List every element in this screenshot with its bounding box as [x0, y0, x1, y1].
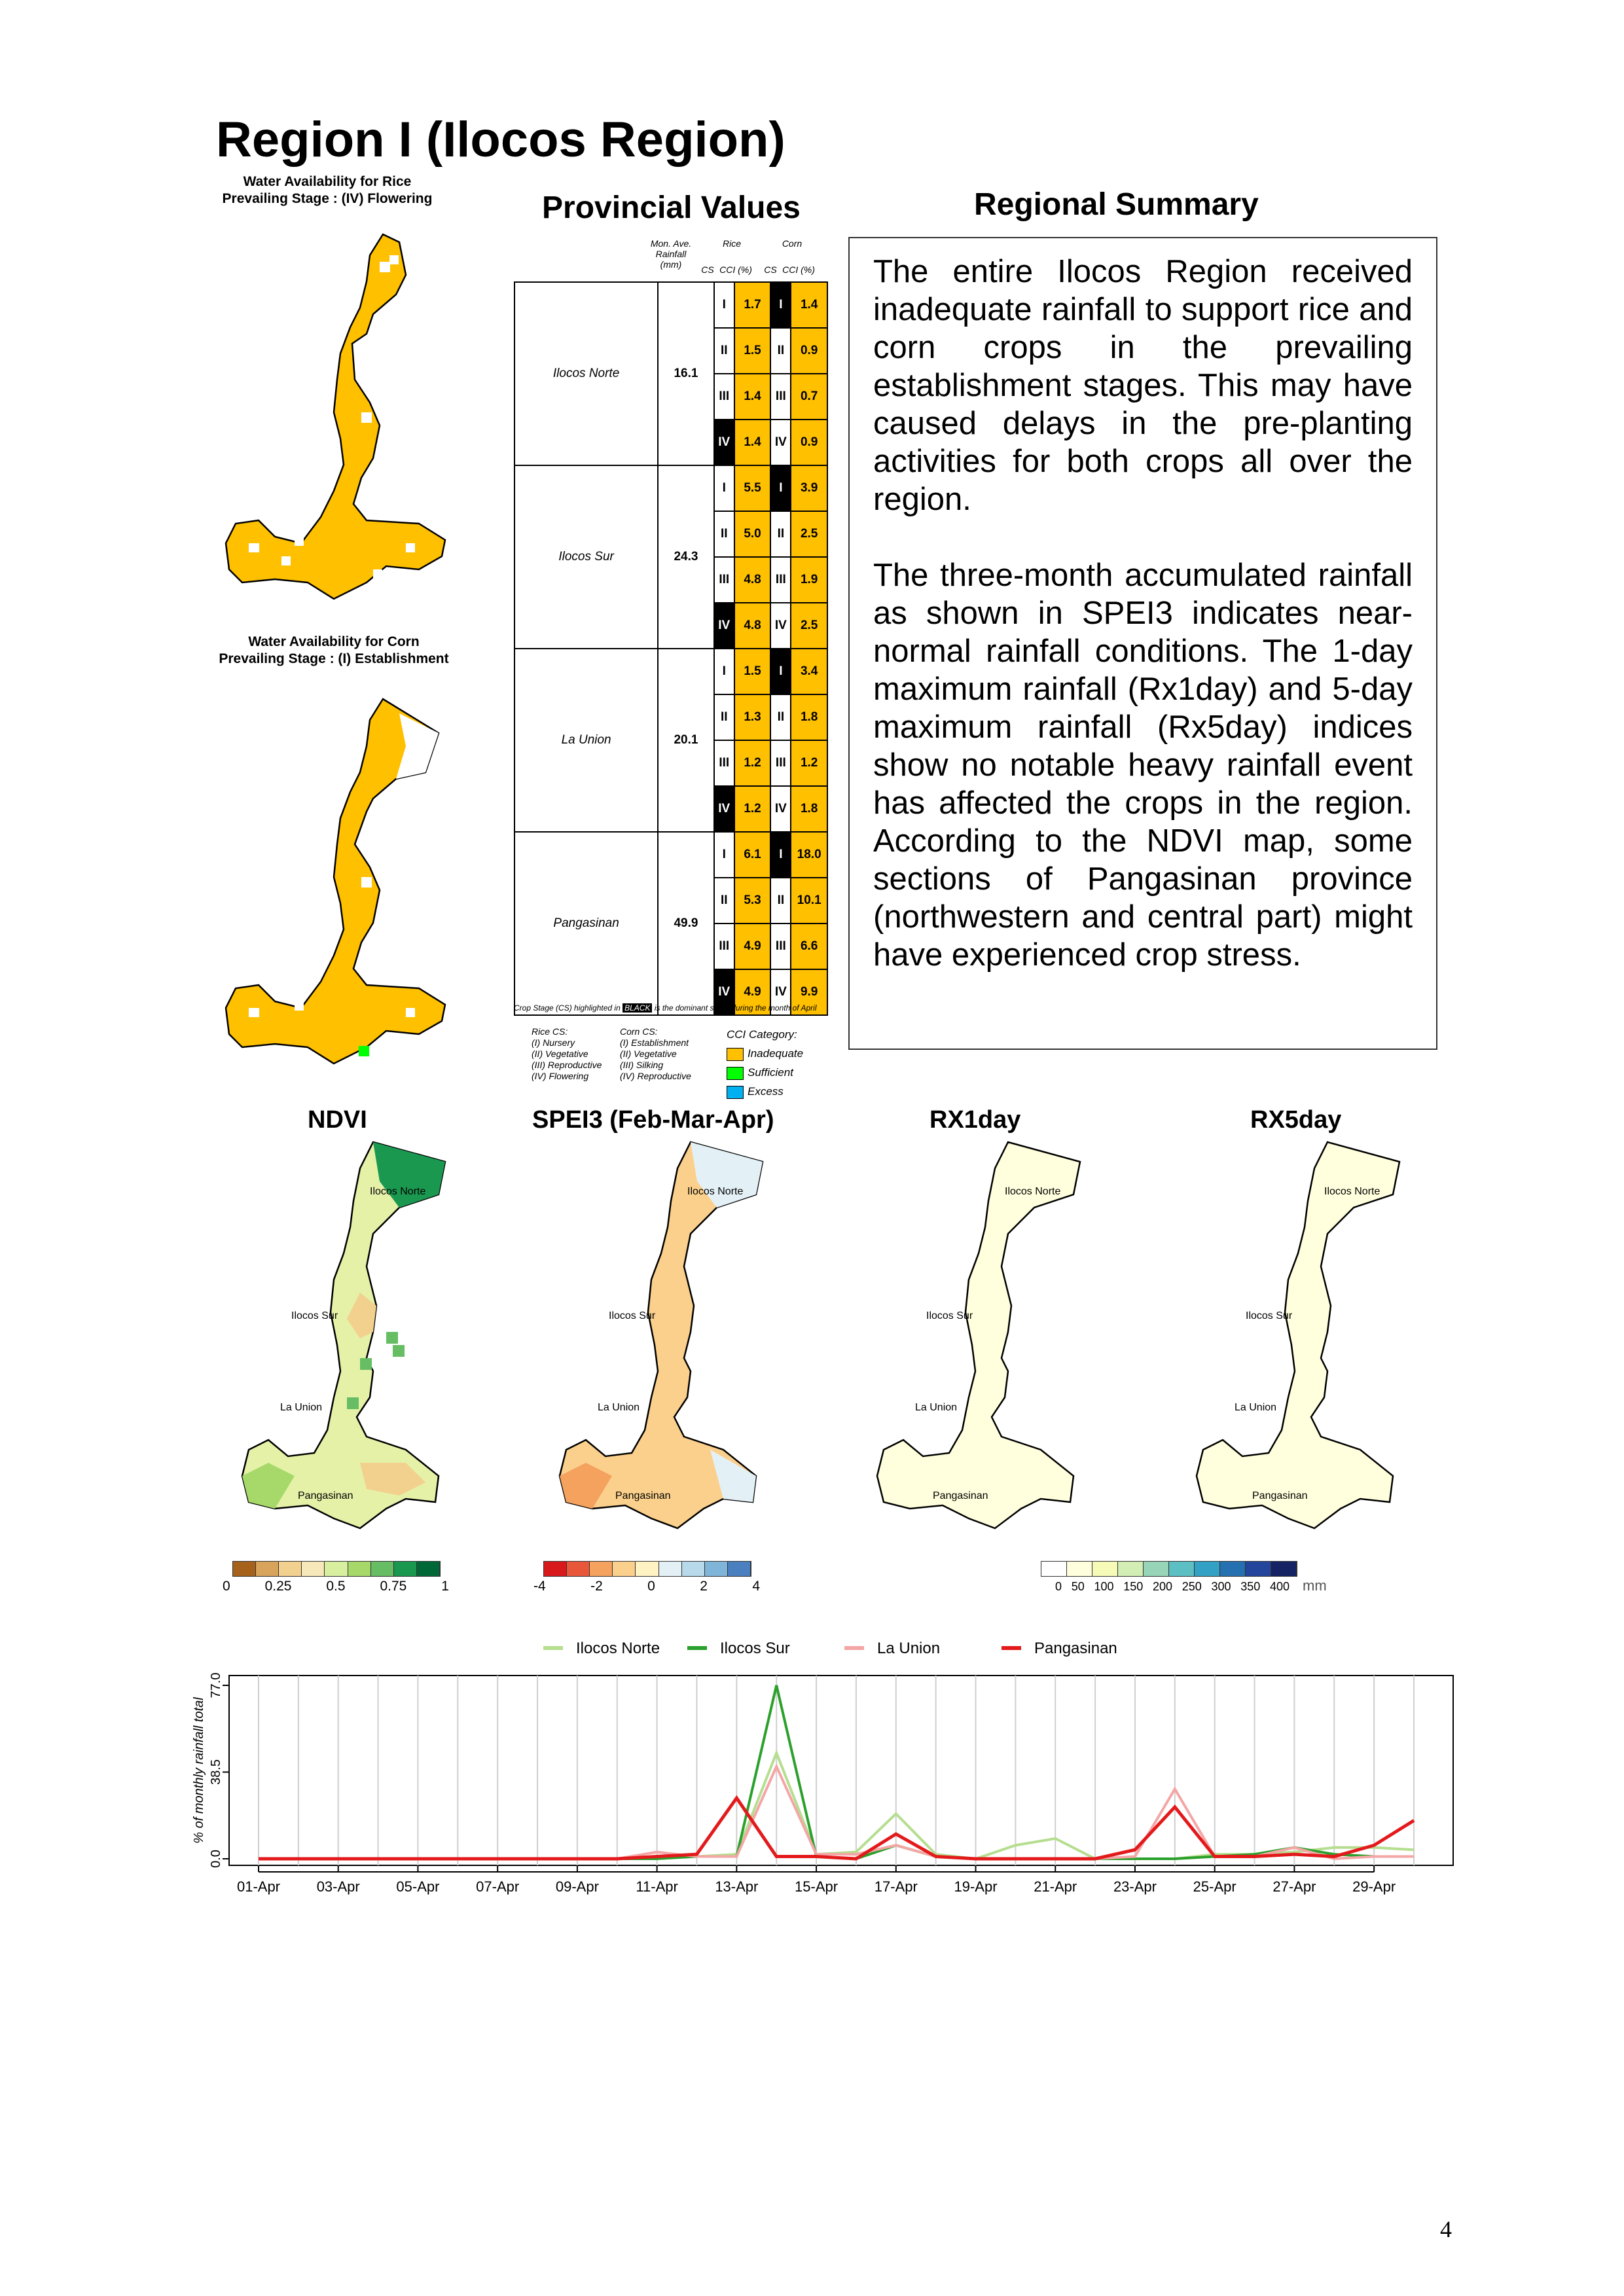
- rx1-label-pangasinan: Pangasinan: [933, 1490, 988, 1501]
- x-tick-label: 15-Apr: [795, 1878, 839, 1895]
- colorbar-step: [1271, 1562, 1297, 1576]
- colorbar-step: [233, 1562, 256, 1576]
- corn-cs-header: CS: [764, 264, 777, 275]
- corn-cci: 18.0: [791, 832, 827, 878]
- spei-label-pangasinan: Pangasinan: [615, 1490, 671, 1501]
- colorbar-step: [659, 1562, 682, 1576]
- corn-crop-stage: III: [770, 374, 791, 420]
- corn-crop-stage: III: [770, 557, 791, 603]
- rx1day-map: [864, 1136, 1087, 1548]
- colorbar-step: [705, 1562, 728, 1576]
- rice-cci: 1.5: [734, 328, 771, 374]
- page-title: Region I (Ilocos Region): [216, 112, 785, 168]
- rice-cs-header: CS: [701, 264, 714, 275]
- rice-cci: 1.2: [734, 740, 771, 786]
- spei-label-ilocos-norte: Ilocos Norte: [687, 1186, 744, 1197]
- rice-water-map: [209, 216, 458, 609]
- colorbar-step: [1118, 1562, 1144, 1576]
- rx1day-title: RX1day: [929, 1106, 1021, 1134]
- rice-crop-stage: I: [714, 465, 734, 511]
- corn-crop-stage: II: [770, 878, 791, 924]
- page-number: 4: [1440, 2216, 1452, 2242]
- x-tick-label: 27-Apr: [1272, 1878, 1316, 1895]
- legend-label: Pangasinan: [1034, 1640, 1117, 1657]
- corn-crop-stage: II: [770, 328, 791, 374]
- rx1-label-la-union: La Union: [915, 1402, 958, 1413]
- rx5-label-ilocos-sur: Ilocos Sur: [1246, 1310, 1293, 1321]
- corn-cci: 2.5: [791, 511, 827, 557]
- corn-cci: 0.7: [791, 374, 827, 420]
- rx1-label-ilocos-norte: Ilocos Norte: [1005, 1186, 1061, 1197]
- ndvi-title: NDVI: [308, 1106, 367, 1134]
- ndvi-label-ilocos-norte: Ilocos Norte: [370, 1186, 426, 1197]
- corn-cci: 1.8: [791, 786, 827, 832]
- sufficient-cell: [359, 1046, 369, 1056]
- x-tick-label: 05-Apr: [396, 1878, 440, 1895]
- rice-crop-stage: IV: [714, 969, 734, 1015]
- chart-frame: [229, 1676, 1453, 1865]
- colorbar-step: [394, 1562, 417, 1576]
- rx5-label-pangasinan: Pangasinan: [1252, 1490, 1308, 1501]
- rx5-label-la-union: La Union: [1235, 1402, 1277, 1413]
- colorbar-step: [256, 1562, 279, 1576]
- corn-crop-stage: IV: [770, 786, 791, 832]
- x-tick-label: 17-Apr: [874, 1878, 918, 1895]
- ndvi-label-la-union: La Union: [280, 1402, 323, 1413]
- legend-label: Ilocos Norte: [576, 1640, 660, 1657]
- corn-crop-stage: III: [770, 924, 791, 969]
- ndvi-colorbar: [232, 1561, 441, 1577]
- cci-category-legend: CCI Category: Inadequate Sufficient Excess: [727, 1025, 803, 1101]
- rice-crop-stage: III: [714, 924, 734, 969]
- table-row: [514, 649, 827, 694]
- colorbar-step: [279, 1562, 302, 1576]
- rice-cci: 1.4: [734, 374, 771, 420]
- rice-map-caption: Water Availability for Rice Prevailing Stage : (IV) Flowering: [222, 174, 433, 206]
- rice-crop-stage: I: [714, 282, 734, 328]
- corn-crop-stage: II: [770, 694, 791, 740]
- rice-header: Rice: [722, 238, 741, 249]
- province-name: La Union: [514, 649, 658, 832]
- x-tick-label: 03-Apr: [316, 1878, 360, 1895]
- corn-cci: 0.9: [791, 328, 827, 374]
- province-name: Ilocos Norte: [514, 282, 658, 465]
- rice-crop-stage: III: [714, 557, 734, 603]
- table-row: [514, 282, 827, 328]
- y-tick-label: 0.0: [209, 1850, 223, 1868]
- rice-crop-stage: I: [714, 649, 734, 694]
- legend-label: Ilocos Sur: [720, 1640, 790, 1657]
- colorbar-step: [302, 1562, 325, 1576]
- ndvi-label-pangasinan: Pangasinan: [298, 1490, 353, 1501]
- rx-unit: mm: [1303, 1577, 1327, 1594]
- rice-crop-stage: III: [714, 374, 734, 420]
- spei-colorbar: [543, 1561, 751, 1577]
- rx5day-map: [1183, 1136, 1406, 1548]
- corn-header: Corn: [782, 238, 803, 249]
- corn-cci: 3.9: [791, 465, 827, 511]
- corn-cci: 0.9: [791, 420, 827, 465]
- spei-label-la-union: La Union: [598, 1402, 640, 1413]
- chart-ylabel: % of monthly rainfall total: [192, 1697, 206, 1844]
- corn-crop-stage: IV: [770, 969, 791, 1015]
- provincial-values-heading: Provincial Values: [542, 190, 801, 225]
- spei-ticks: -4 -2 0 2 4: [533, 1579, 760, 1594]
- colorbar-step: [1092, 1562, 1118, 1576]
- rice-cci: 6.1: [734, 832, 771, 878]
- rice-cci: 4.9: [734, 969, 771, 1015]
- corn-crop-stage: II: [770, 511, 791, 557]
- ndvi-ticks: 0 0.25 0.5 0.75 1: [223, 1579, 449, 1594]
- spei-title: SPEI3 (Feb-Mar-Apr): [532, 1106, 774, 1134]
- x-tick-label: 07-Apr: [476, 1878, 520, 1895]
- x-tick-label: 13-Apr: [715, 1878, 759, 1895]
- corn-cci: 1.8: [791, 694, 827, 740]
- rice-cci: 1.7: [734, 282, 771, 328]
- x-tick-label: 01-Apr: [236, 1878, 281, 1895]
- legend-label: La Union: [877, 1640, 941, 1657]
- rice-crop-stage: III: [714, 740, 734, 786]
- rx5day-title: RX5day: [1250, 1106, 1342, 1134]
- corn-cci: 1.9: [791, 557, 827, 603]
- rice-crop-stage: IV: [714, 420, 734, 465]
- rice-cci: 5.0: [734, 511, 771, 557]
- series-line-la-union: [259, 1767, 1414, 1859]
- x-tick-label: 29-Apr: [1352, 1878, 1396, 1895]
- regional-summary-box: [848, 237, 1437, 1050]
- rice-cci: 4.8: [734, 603, 771, 649]
- rice-cci: 1.4: [734, 420, 771, 465]
- monthly-rainfall: 49.9: [658, 832, 714, 1015]
- rice-crop-stage: IV: [714, 786, 734, 832]
- colorbar-step: [567, 1562, 590, 1576]
- series-line-ilocos-norte: [259, 1753, 1414, 1859]
- x-tick-label: 21-Apr: [1034, 1878, 1077, 1895]
- colorbar-step: [682, 1562, 705, 1576]
- spei-label-ilocos-sur: Ilocos Sur: [609, 1310, 656, 1321]
- cci-sufficient: Sufficient: [727, 1063, 803, 1082]
- colorbar-step: [1067, 1562, 1092, 1576]
- summary-paragraph-1: The entire Ilocos Region received inadequate rainfall to support rice and corn crops in the prevailing establishment stages. This may have caused delays in the pre-planting activities for both crops all over the region.: [873, 254, 1413, 517]
- rx1-label-ilocos-sur: Ilocos Sur: [926, 1310, 973, 1321]
- rice-cci: 1.3: [734, 694, 771, 740]
- colorbar-step: [348, 1562, 371, 1576]
- corn-cci: 3.4: [791, 649, 827, 694]
- x-tick-label: 11-Apr: [636, 1878, 678, 1895]
- rice-cci: 1.2: [734, 786, 771, 832]
- x-tick-label: 25-Apr: [1193, 1878, 1236, 1895]
- corn-crop-stage: I: [770, 649, 791, 694]
- series-line-pangasinan: [259, 1798, 1414, 1859]
- rice-cci: 4.8: [734, 557, 771, 603]
- corn-crop-stage: I: [770, 832, 791, 878]
- rice-crop-stage: II: [714, 878, 734, 924]
- corn-cci: 2.5: [791, 603, 827, 649]
- series-line-ilocos-sur: [259, 1685, 1414, 1859]
- rice-crop-stage: II: [714, 328, 734, 374]
- x-tick-label: 23-Apr: [1113, 1878, 1157, 1895]
- rice-cci: 5.5: [734, 465, 771, 511]
- rice-crop-stage: II: [714, 694, 734, 740]
- regional-summary-heading: Regional Summary: [974, 187, 1259, 222]
- colorbar-step: [1041, 1562, 1067, 1576]
- corn-cci: 1.4: [791, 282, 827, 328]
- ndvi-map: [229, 1136, 452, 1548]
- colorbar-step: [1195, 1562, 1220, 1576]
- cci-inadequate: Inadequate: [727, 1044, 803, 1063]
- rice-cci: 1.5: [734, 649, 771, 694]
- corn-cci: 10.1: [791, 878, 827, 924]
- monave-header: Mon. Ave. Rainfall (mm): [650, 238, 692, 270]
- crop-stage-note: Crop Stage (CS) highlighted in BLACK is the dominant stage during the month of April: [514, 1003, 817, 1013]
- corn-crop-stage: IV: [770, 420, 791, 465]
- corn-cs-legend: Corn CS: (I) Establishment (II) Vegetative (III) Silking (IV) Reproductive: [620, 1026, 691, 1081]
- table-row: [514, 465, 827, 511]
- colorbar-step: [371, 1562, 394, 1576]
- rx5-label-ilocos-norte: Ilocos Norte: [1324, 1186, 1380, 1197]
- rice-cci-header: CCI (%): [719, 264, 752, 275]
- colorbar-step: [417, 1562, 440, 1576]
- monthly-rainfall: 24.3: [658, 465, 714, 649]
- rice-crop-stage: IV: [714, 603, 734, 649]
- colorbar-step: [636, 1562, 659, 1576]
- rx-colorbar: [1041, 1561, 1297, 1577]
- colorbar-step: [1169, 1562, 1195, 1576]
- colorbar-step: [1220, 1562, 1246, 1576]
- corn-crop-stage: III: [770, 740, 791, 786]
- corn-cci: 1.2: [791, 740, 827, 786]
- rx-ticks: 0 50 100 150 200 250 300 350 400: [1055, 1580, 1290, 1593]
- colorbar-step: [728, 1562, 751, 1576]
- colorbar-step: [613, 1562, 636, 1576]
- x-tick-label: 19-Apr: [954, 1878, 998, 1895]
- rice-crop-stage: II: [714, 511, 734, 557]
- provincial-values-table: [514, 281, 828, 1016]
- corn-water-map: [209, 681, 458, 1080]
- rice-cci: 5.3: [734, 878, 771, 924]
- province-name: Ilocos Sur: [514, 465, 658, 649]
- corn-crop-stage: I: [770, 282, 791, 328]
- monthly-rainfall: 16.1: [658, 282, 714, 465]
- summary-paragraph-2: The three-month accumulated rainfall as shown in SPEI3 indicates near-normal rainfall conditions. The 1-day maximum rainfall (Rx1day) and 5-day maximum rainfall (Rx5day) indices show no notable heavy rainfall event has affected the crops in the region. According to the NDVI map, some sections of Pangasinan province (northwestern and central part) might have experienced crop stress.: [873, 558, 1413, 973]
- spei-map: [547, 1136, 769, 1548]
- colorbar-step: [544, 1562, 567, 1576]
- rice-crop-stage: I: [714, 832, 734, 878]
- ndvi-label-ilocos-sur: Ilocos Sur: [291, 1310, 338, 1321]
- colorbar-step: [590, 1562, 613, 1576]
- rice-cci: 4.9: [734, 924, 771, 969]
- corn-map-caption: Water Availability for Corn Prevailing Stage : (I) Establishment: [219, 634, 449, 666]
- corn-cci: 9.9: [791, 969, 827, 1015]
- y-tick-label: 77.0: [209, 1672, 223, 1698]
- monthly-rainfall: 20.1: [658, 649, 714, 832]
- x-tick-label: 09-Apr: [555, 1878, 599, 1895]
- y-tick-label: 38.5: [209, 1759, 223, 1785]
- colorbar-step: [325, 1562, 348, 1576]
- colorbar-step: [1144, 1562, 1169, 1576]
- corn-crop-stage: I: [770, 465, 791, 511]
- colorbar-step: [1246, 1562, 1271, 1576]
- cci-excess: Excess: [727, 1082, 803, 1101]
- corn-cci: 6.6: [791, 924, 827, 969]
- table-row: [514, 832, 827, 878]
- rainfall-line-chart: [190, 1636, 1473, 1924]
- corn-crop-stage: IV: [770, 603, 791, 649]
- rice-cs-legend: Rice CS: (I) Nursery (II) Vegetative (III) Reproductive (IV) Flowering: [532, 1026, 602, 1081]
- province-name: Pangasinan: [514, 832, 658, 1015]
- corn-cci-header: CCI (%): [782, 264, 815, 275]
